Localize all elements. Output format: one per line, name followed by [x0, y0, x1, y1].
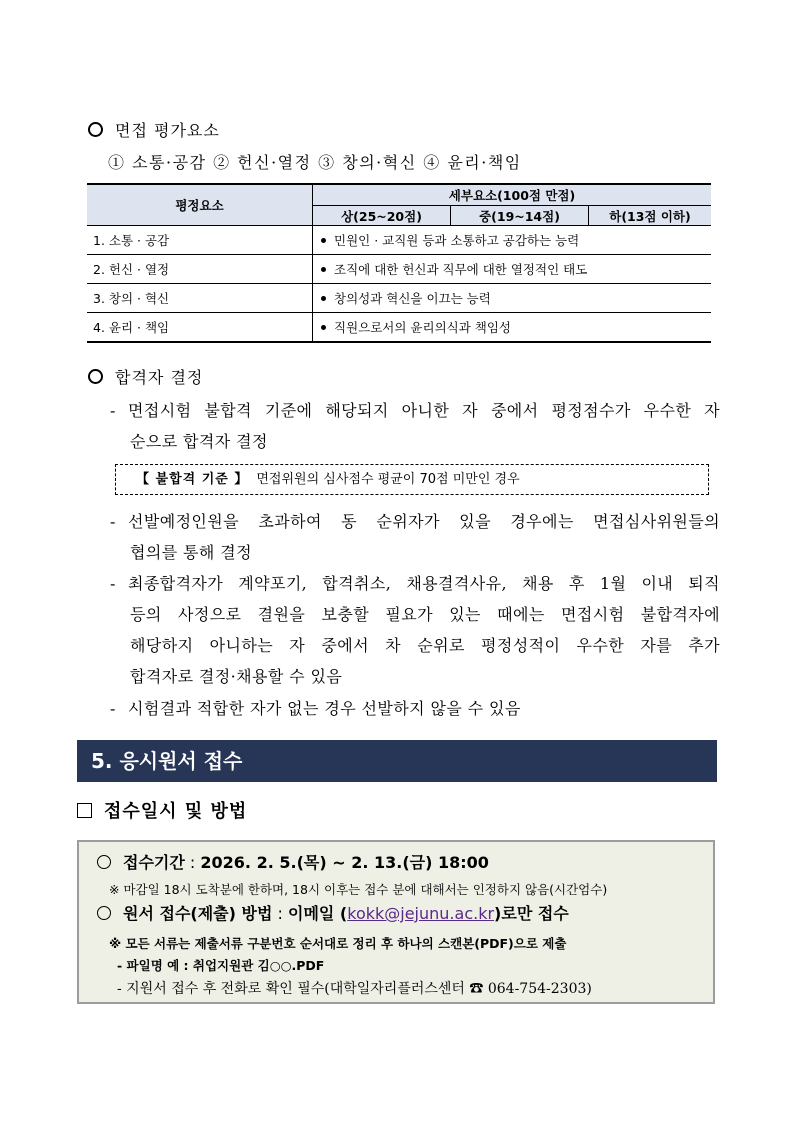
- criterion-cell: 1. 소통 · 공감: [87, 226, 313, 255]
- detail-cell: 창의성과 혁신을 이끄는 능력: [313, 284, 712, 313]
- period-value: 2026. 2. 5.(목) ~ 2. 13.(금) 18:00: [200, 853, 489, 872]
- dot-bullet-icon: [321, 267, 326, 272]
- period-label: 접수기간: [123, 853, 185, 872]
- section-5-title-bar: [77, 740, 717, 782]
- document-note: ※ 모든 서류는 제출서류 구분번호 순서대로 정리 후 하나의 스캔본(PDF)으로 제출: [109, 936, 567, 951]
- pass-paragraph-2: - 선발예정인원을 초과하여 동 순위자가 있을 경우에는 면접심사위원들의 협의를 통해 결정: [110, 512, 720, 562]
- reception-subheading: 접수일시 및 방법: [77, 797, 247, 823]
- fail-criteria-label: 【 불합격 기준 】: [136, 472, 249, 487]
- fail-criteria-text: 면접위원의 심사점수 평균이 70점 미만인 경우: [256, 472, 520, 487]
- pass-paragraph-4: - 시험결과 적합한 자가 없는 경우 선발하지 않을 수 있음: [110, 699, 521, 718]
- criterion-cell: 4. 윤리 · 책임: [87, 313, 313, 343]
- phone-note: - 지원서 접수 후 전화로 확인 필수(대학일자리플러스센터 ☎ 064-754-2303): [117, 981, 592, 997]
- sub-high-header: 상(25~20점): [313, 206, 451, 226]
- detail-cell: 직원으로서의 윤리의식과 책임성: [313, 313, 712, 343]
- interview-eval-heading: 면접 평가요소: [88, 118, 220, 141]
- table-row: [87, 255, 711, 284]
- fail-criteria-box: [115, 464, 709, 495]
- dot-bullet-icon: [321, 296, 326, 301]
- pass-decision-heading: 합격자 결정: [88, 365, 203, 388]
- criterion-cell: 3. 창의 · 혁신: [87, 284, 313, 313]
- filename-example: - 파일명 예 : 취업지원관 김○○.PDF: [117, 958, 325, 973]
- sub-mid-header: 중(19~14점): [451, 206, 589, 226]
- circle-bullet-icon: [88, 122, 103, 137]
- sub-low-header: 하(13점 이하): [589, 206, 712, 226]
- detail-cell: 조직에 대한 헌신과 직무에 대한 열정적인 태도: [313, 255, 712, 284]
- reception-info-box: [77, 840, 715, 1004]
- col-criteria-header: 평정요소: [87, 184, 313, 226]
- hollow-circle-icon: [97, 906, 111, 920]
- dot-bullet-icon: [321, 238, 326, 243]
- circle-bullet-icon: [88, 369, 103, 384]
- detail-cell: 민원인 · 교직원 등과 소통하고 공감하는 능력: [313, 226, 712, 255]
- criterion-cell: 2. 헌신 · 열정: [87, 255, 313, 284]
- period-line: 접수기간 : 2026. 2. 5.(목) ~ 2. 13.(금) 18:00: [97, 850, 489, 873]
- dot-bullet-icon: [321, 325, 326, 330]
- interview-eval-items: ① 소통·공감 ② 헌신·열정 ③ 창의·혁신 ④ 윤리·책임: [108, 153, 522, 172]
- evaluation-table: [87, 183, 711, 343]
- method-label: 원서 접수(제출) 방법: [123, 904, 273, 923]
- table-row: [87, 284, 711, 313]
- table-row: [87, 313, 711, 343]
- table-row: [87, 226, 711, 255]
- email-link[interactable]: kokk@jejunu.ac.kr: [347, 904, 495, 923]
- method-line: 원서 접수(제출) 방법 : 이메일 (kokk@jejunu.ac.kr)로만 접수: [97, 901, 569, 924]
- col-detail-header: 세부요소(100점 만점): [313, 184, 712, 206]
- deadline-note: ※ 마감일 18시 도착분에 한하며, 18시 이후는 접수 분에 대해서는 인정하지 않음(시간엄수): [109, 882, 608, 897]
- hollow-circle-icon: [97, 855, 111, 869]
- section-5-title: 5. 응시원서 접수: [91, 749, 243, 773]
- pass-paragraph-3: - 최종합격자가 계약포기, 합격취소, 채용결격사유, 채용 후 1월 이내 퇴직 등의 사정으로 결원을 보충할 필요가 있는 때에는 면접시험 불합격자에 해당하지 아니하는 자 중에서 차 순위로 평정성적이 우수한 자를 추가 합격자로 결정·채용할 수 있음: [110, 574, 720, 686]
- checkbox-square-icon: [77, 803, 92, 818]
- pass-paragraph-1: - 면접시험 불합격 기준에 해당되지 아니한 자 중에서 평정점수가 우수한 자 순으로 합격자 결정: [110, 401, 720, 451]
